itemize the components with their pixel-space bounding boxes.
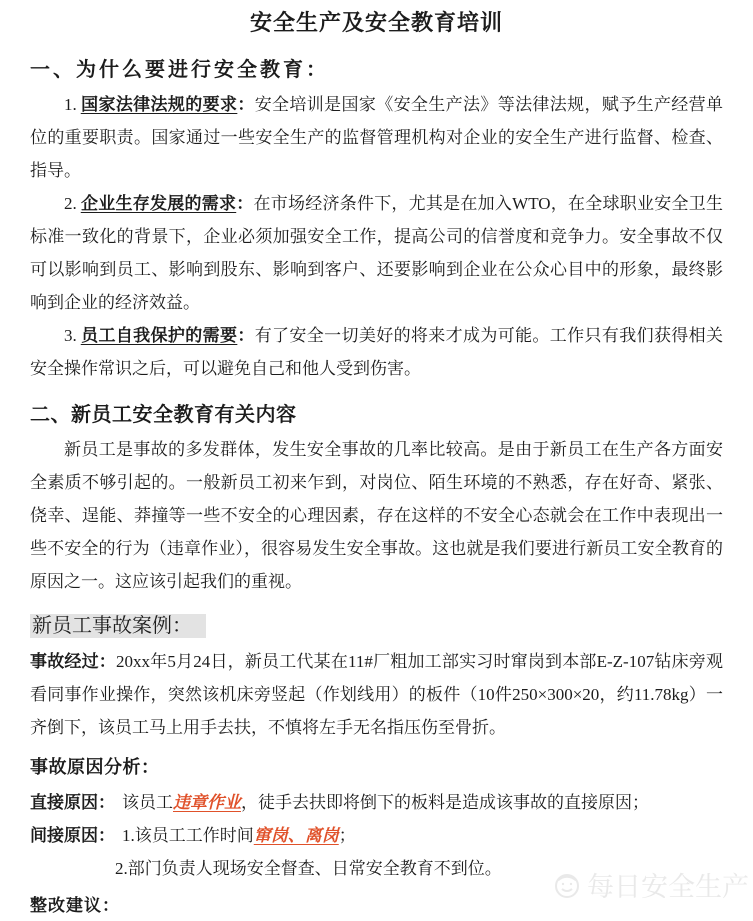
indirect-item1-pre: 1.该员工工作时间	[122, 826, 254, 845]
section2-heading: 二、新员工安全教育有关内容	[30, 404, 297, 426]
highlighted-text: 新员工事故案例：	[30, 614, 206, 638]
document-title: 安全生产及安全教育培训	[249, 10, 503, 35]
indirect-cause-item2: 2.部门负责人现场安全督查、日常安全教育不到位。	[115, 859, 502, 878]
smiley-logo-icon	[552, 870, 582, 900]
watermark-text: 每日安全生产	[587, 872, 749, 902]
item-number: 2.	[64, 194, 77, 213]
paragraph-text: 安全培训是国家《安全生产法》等法律法规，赋予生产经营单位的重要职责。国家通过一些安全生产的监督管理机构对企业的安全生产进行监督、检查、指导。	[30, 95, 724, 180]
indirect-cause-label: 间接原因：	[30, 826, 115, 845]
paragraph-new-employee-intro: 新员工是事故的多发群体，发生安全事故的几率比较高。是由于新员工在生产各方面安全素质不够引起的。一般新员工初来乍到，对岗位、陌生环境的不熟悉，存在好奇、紧张、侥幸、逞能、莽撞等一些不安全的心理因素，存在这样的不安全心态就会在工作中表现出一些不安全的行为（违章作业），很容易发生安全事故。这也就是我们要进行新员工安全教育的原因之一。这应该引起我们的重视。	[30, 440, 723, 591]
term-self-protection: 员工自我保护的需要	[80, 326, 238, 345]
accident-process-text: 20xx年5月24日，新员工代某在11#厂粗加工部实习时窜岗到本部E-Z-107钻床旁观看同事作业操作，突然该机床旁竖起（作划线用）的板件（10件250×300×20，约11.78kg）一齐倒下，该员工马上用手去扶，不慎将左手无名指压伤至骨折。	[30, 652, 723, 737]
paragraph-legal-requirement	[30, 88, 723, 187]
direct-cause-pre: 该员工	[122, 793, 173, 812]
accident-process-label: 事故经过：	[30, 652, 116, 671]
watermark	[552, 865, 749, 904]
case-highlight-heading	[30, 611, 723, 641]
direct-cause-label: 直接原因：	[30, 793, 115, 812]
paragraph-text: 有了安全一切美好的将来才成为可能。工作只有我们获得相关安全操作常识之后，可以避免自己和他人受到伤害。	[30, 326, 724, 378]
paragraph-enterprise-need	[30, 187, 723, 319]
term-legal-requirement: 国家法律法规的要求	[80, 95, 238, 114]
indirect-cause-line	[30, 819, 723, 852]
term-colon: ：	[237, 326, 255, 345]
item-number: 1.	[64, 95, 77, 114]
indirect-item1-post: ；	[338, 826, 356, 845]
suggestion-heading: 整改建议：	[30, 896, 120, 915]
direct-cause-post: ，徒手去扶即将倒下的板料是造成该事故的直接原因；	[241, 793, 649, 812]
violation-red-phrase: 违章作业	[173, 793, 241, 812]
term-colon: ：	[236, 194, 254, 213]
term-enterprise-need: 企业生存发展的需求	[80, 194, 237, 213]
section1-heading: 一、为什么要进行安全教育：	[30, 59, 329, 81]
paragraph-self-protection	[30, 319, 723, 385]
analysis-heading: 事故原因分析：	[30, 757, 160, 777]
paragraph-text: 在市场经济条件下，尤其是在加入WTO，在全球职业安全卫生标准一致化的背景下，企业必须加强安全工作，提高公司的信誉度和竞争力。安全事故不仅可以影响到员工、影响到股东、影响到客户、还要影响到企业在公众心目中的形象，最终影响到企业的经济效益。	[30, 194, 724, 312]
paragraph-accident-process	[30, 645, 723, 744]
item-number: 3.	[64, 326, 77, 345]
direct-cause-line	[30, 786, 723, 819]
term-colon: ：	[237, 95, 255, 114]
off-post-red-phrase: 窜岗、离岗	[253, 826, 339, 845]
